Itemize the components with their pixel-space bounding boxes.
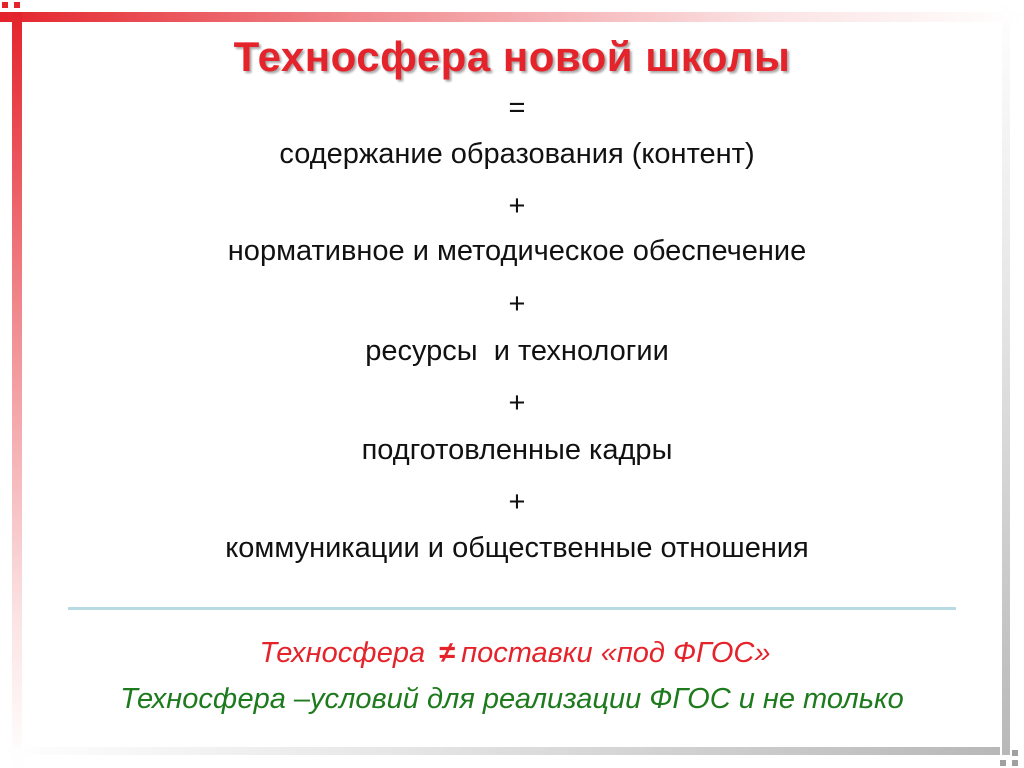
note-conditions: Техносфера –условий для реализации ФГОС и не только [120, 683, 904, 715]
note-not-equal-right: поставки «под ФГОС» [461, 637, 771, 669]
corner-square-icon [1000, 760, 1006, 766]
slide-title: Техносфера новой школы [233, 33, 791, 80]
corner-square-icon [1012, 750, 1018, 756]
formula-plus: + [508, 387, 526, 419]
corner-square-icon [2, 2, 8, 8]
formula-equals: = [508, 92, 526, 124]
note-not-equal-left: Техносфера [259, 637, 426, 669]
note-not-equal [0, 637, 1024, 670]
frame-bottom-bar [0, 747, 1000, 755]
formula-term-staff: подготовленные кадры [361, 434, 673, 466]
frame-top-bar [0, 12, 1024, 22]
corner-square-icon [1012, 760, 1018, 766]
formula-term-content: содержание образования (контент) [279, 138, 755, 170]
not-equal-sign: ≠ [439, 637, 456, 669]
divider-line [68, 607, 956, 610]
formula-plus: + [508, 288, 526, 320]
formula-term-communications: коммуникации и общественные отношения [225, 532, 809, 564]
formula-plus: + [508, 486, 526, 518]
corner-square-icon [2, 14, 8, 20]
formula-term-resources: ресурсы и технологии [365, 335, 669, 367]
corner-square-icon [14, 2, 20, 8]
formula-term-normative: нормативное и методическое обеспечение [227, 235, 807, 267]
formula-plus: + [508, 190, 526, 222]
